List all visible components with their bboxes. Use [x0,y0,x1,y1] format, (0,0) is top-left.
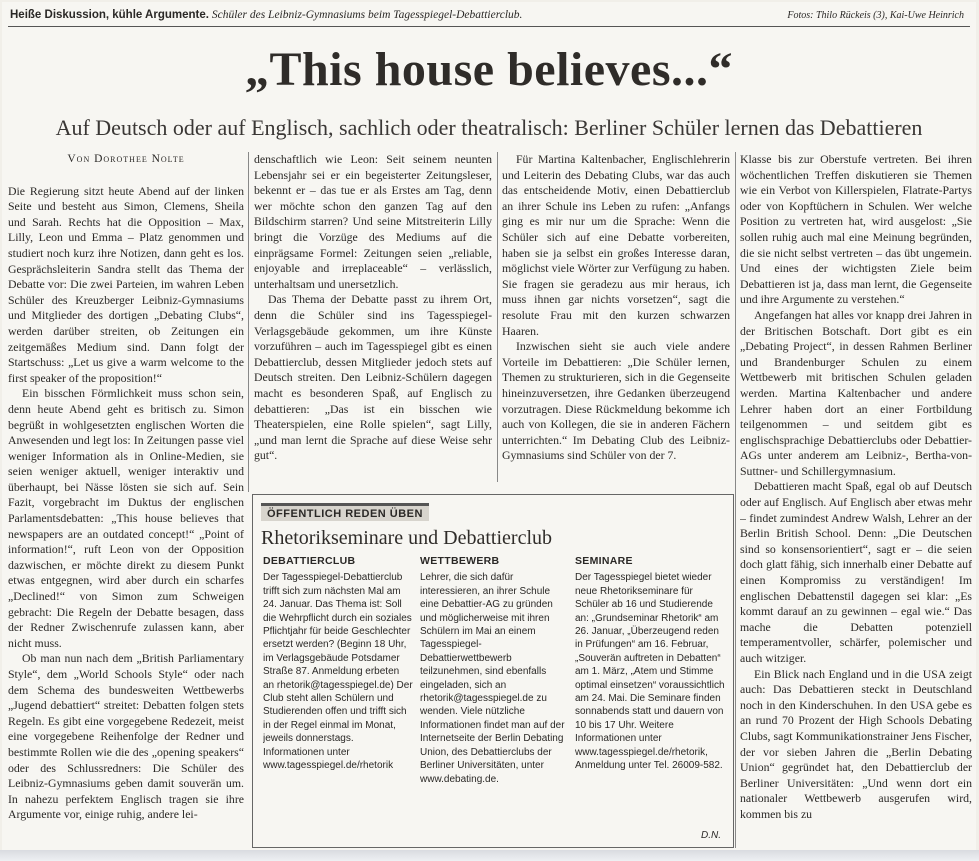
paragraph: Für Martina Kaltenbacher, Englischlehrerin und Leiterin des Debating Clubs, war das auch das entscheidende Motiv, einen Debattierclub an ihrer Schule ins Leben zu rufen: „Anfangs ging es mir nur um die Sprache: Wenn die Schüler sich auf eine Debatte vorbereiten, haben sie ja selbst ein großes Interesse daran, möglichst viele Wörter zur Verfügung zu haben. Sie fragen sie geradezu aus mir heraus, ich muss ihnen gar nichts vorsetzen“, sagt die resolute Frau mit den kurzen schwarzen Haaren. [502,152,730,338]
author-initials: D.N. [701,830,721,841]
photo-caption [10,9,522,21]
column-divider [497,152,498,482]
info-column-seminare [575,555,725,840]
paragraph: Die Regierung sitzt heute Abend auf der linken Seite und besteht aus Simon, Clemens, Sheila und Sarah. Rechts hat die Opposition – Max, Lilly, Leon und Emma – Platz genommen und studiert noch kurz ihre Notizen, dann geht es los. Gesprächsleiterin Sandra stellt das Thema der Debatte vor: Die zwei Parteien, im wahren Leben Schüler des Kreuzberger Leibniz-Gymnasiums und Mitglieder des dortigen „Debating Clubs“, werden darüber streiten, ob Zeitungen ein zeitgemäßes Medium sind. Dann folgt der Startschuss: „Let us give a warm welcome to the first speaker of the proposition!“ [8,183,244,385]
paragraph: Das Thema der Debatte passt zu ihrem Ort, denn die Schüler sind ins Tagesspiegel-Verlagsgebäude gekommen, um ihre Künste vorzuführen – auch im Tagesspiegel gibt es einen Debattierclub, dessen Mitglieder jedoch stets auf Deutsch streiten. Den Leibniz-Schülern dagegen macht es besonderen Spaß, auf Englisch zu debattieren: „Das ist ein bisschen wie Theaterspielen, eine Rolle spielen“, sagt Lilly, „und man lernt die Sprache auf diese Weise sehr gut“. [254,292,492,463]
info-box [252,494,734,848]
headline: „This house believes...“ [244,43,734,96]
paragraph: Angefangen hat alles vor knapp drei Jahren in der Britischen Botschaft. Dort gibt es ein „Debating Project“, in dessen Rahmen Berliner und Brandenburger Schulen zu einem Wettbewerb mit britischen Schulen geladen werden. Martina Kaltenbacher und andere Lehrer haben dort an einer Fortbildung teilgenommen – und seitdem gibt es englischsprachige Debattierclubs oder Debattier-AGs unter anderem am Leibniz-, Bertha-von-Suttner- und Schillergymnasium. [740,307,972,478]
info-column-heading: SEMINARE [575,555,633,567]
top-rule [8,26,970,27]
paragraph: Inzwischen sieht sie auch viele andere Vorteile im Debattieren: „Die Schüler lernen, Themen zu strukturieren, sich in die Gegenseite hineinzuversetzen, ihre Gedanken überzeugend vorzutragen. Diese Rückmeldung bekomme ich auch von Kollegen, die sie in anderen Fächern unterrichten.“ Im Debating Club des Leibniz-Gymnasiums sind Schüler von der 7. [502,339,730,463]
article-column-4 [740,152,972,848]
article-column-1 [8,152,244,848]
scan-bottom-edge [0,850,979,861]
paragraph: Debattieren macht Spaß, egal ob auf Deutsch oder auf Englisch. Auf Englisch aber etwas mehr – findet zumindest Andrew Walsh, Lehrer an der Berlin British School. Denn: „Die Deutschen sind so konsensorientiert“, sagt er – die seien doch glatt fähig, sich innerhalb einer Debatte auf einen Kompromiss zu verständigen! Im englischen Debattenstil dagegen sei klar: „Es kommt darauf an zu gewinnen – egal wie.“ Das mache die Debatten potenziell temperamentvoller, schärfer, polemischer und auch witziger. [740,479,972,665]
byline: Von Dorothee Nolte [67,153,185,165]
paragraph: Ein Blick nach England und in die USA zeigt auch: Das Debattieren steckt in Deutschland noch in den Kinderschuhen. In den USA gebe es an rund 70 Prozent der High Schools Debating Clubs, sagt Kommunikationstrainer Jens Fischer, der vor sieben Jahren die „Berlin Debating Union“ gegründet hat, den Debattierclub der Berliner Universitäten: „Und wenn dort ein nationaler Wettbewerb ausgerufen wird, kommen bis zu [740,666,972,821]
column-divider [248,152,249,492]
info-box-title: Rhetorikseminare und Debattierclub [261,527,553,549]
info-column-heading: WETTBEWERB [420,555,500,567]
paragraph: Ob man nun nach dem „British Parliamentary Style“, dem „World Schools Style“ oder nach dem Schema des bundesweiten Wettbewerbs „Jugend debattiert“ streitet: Debatten folgen stets Regeln. Es gibt eine vorgegebene Redezeit, meist eine vorgegebene Reihenfolge der Redner und bestimmte Rollen wie die des „opening speakers“ oder des Schlussredners: Die Schüler des Leibniz-Gymnasiums geben damit souverän um. In nahezu perfektem Englisch tragen sie ihre Argumente vor, einige ruhig, andere lei- [8,651,244,822]
article-column-3 [502,152,730,482]
subheadline: Auf Deutsch oder auf Englisch, sachlich oder theatralisch: Berliner Schüler lernen das Debattieren [55,115,923,140]
info-column-wettbewerb [420,555,570,840]
article-column-2 [254,152,492,482]
info-box-tab: ÖFFENTLICH REDEN ÜBEN [261,503,429,521]
caption-italic: Schüler des Leibniz-Gymnasiums beim Tagesspiegel-Debattierclub. [211,9,523,21]
info-column-heading: DEBATTIERCLUB [263,555,356,567]
info-column-text: Lehrer, die sich dafür interessieren, an ihrer Schule eine Debattier-AG zu gründen und möglicherweise mit ihren Schülern im Mai an einem Tagesspiegel-Debattierwettbewerb teilzunehmen, sind ebenfalls eingeladen, sich an rhetorik@tagesspiegel.de zu wenden. Viele nützliche Informationen findet man auf der Internetseite der Berlin Debating Union, des Debattierclubs der Berliner Universitäten, unter www.debating.de. [420,572,565,785]
photo-credit: Fotos: Thilo Rückeis (3), Kai-Uwe Heinrich [787,10,964,21]
info-column-text: Der Tagesspiegel bietet wieder neue Rhetorikseminare für Schüler ab 16 und Studierende an: „Grundseminar Rhetorik“ am 26. Januar, „Überzeugend reden in Prüfungen“ am 16. Februar, „Souverän auftreten in Debatten“ am 1. März, „Atem und Stimme optimal einsetzen“ voraussichtlich am 24. Mai. Die Seminare finden sonnabends statt und dauern von 10 bis 17 Uhr. Weitere Informationen unter www.tagesspiegel.de/rhetorik, Anmeldung unter Tel. 26009-582. [575,572,725,772]
info-column-debattierclub [263,555,413,840]
info-column-text: Der Tagesspiegel-Debattierclub trifft sich zum nächsten Mal am 24. Januar. Das Thema ist: Soll die Wehrpflicht durch ein soziales Pflichtjahr für beide Geschlechter ersetzt werden? (Beginn 18 Uhr, im Verlagsgebäude Potsdamer Straße 87. Anmeldung erbeten an rhetorik@tagesspiegel.de) Der Club steht allen Schülern und Studierenden offen und trifft sich in der Regel einmal im Monat, jeweils donnerstags. Informationen unter www.tagesspiegel.de/rhetorik [263,572,413,772]
paragraph: Klasse bis zur Oberstufe vertreten. Bei ihren wöchentlichen Treffen diskutieren sie Themen wie ein Verbot von Killerspielen, Flatrate-Partys oder von Kopftüchern in Schulen. Wer welche Position zu vertreten hat, wird ausgelost: „Sie sollen ruhig auch mal eine Meinung begründen, die sie nicht selbst vertreten – das übt ungemein. Und eines der wichtigsten Ziele beim Debattieren ist ja, dass man lernt, die Gegenseite und ihre Argumente zu verstehen.“ [740,152,972,307]
caption-bold: Heiße Diskussion, kühle Argumente. [10,9,209,21]
paragraph: denschaftlich wie Leon: Seit seinem neunten Lebensjahr sei er ein begeisterter Zeitungsleser, bekennt er – das tue er als Erstes am Tag, denn wer möchte schon den ganzen Tag auf den Bildschirm starren? Und seine Mitstreiterin Lilly bringt die Vorzüge des Mediums auf die einprägsame Formel: Zeitungen seien „reliable, enjoyable and irreplaceable“ – verlässlich, unterhaltsam und unersetzlich. [254,152,492,291]
paragraph: Ein bisschen Förmlichkeit muss schon sein, denn heute Abend geht es britisch zu. Simon begrüßt in wohlgesetzten englischen Worten die Anwesenden und legt los: In Zeitungen passe viel weniger Information als in Online-Medien, sie seien weniger aktuell, weniger interaktiv und überhaupt, bei Nässe lösten sie sich auf. Sein Fazit, vorgebracht im Duktus der englischen Parlamentsdebatten: „This house believes that newspapers are an outdated concept!“ „Point of information!“, ruft Leon von der Opposition dazwischen, er möchte direkt zu diesem Punkt etwas entgegnen, wird aber durch ein scharfes „Declined!“ von Simon zum Schweigen gebracht: Die Regeln der Debatte besagen, dass der Redner Zwischenrufe zulassen kann, aber nicht muss. [8,386,244,650]
column-divider [735,152,736,848]
newspaper-page [2,2,976,850]
